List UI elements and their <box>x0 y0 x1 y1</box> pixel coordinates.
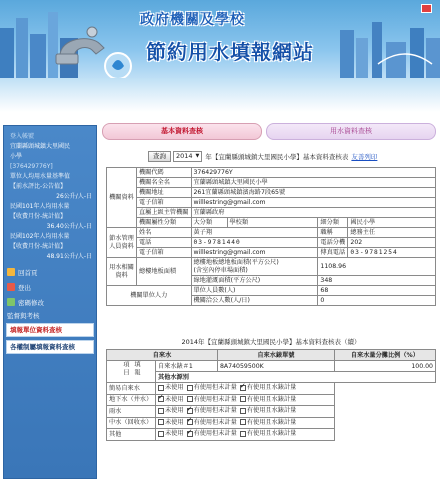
account-info-line: 小學 <box>10 153 23 160</box>
meter-ratio: 100.00 <box>334 361 435 372</box>
site-banner <box>0 0 440 112</box>
query-button[interactable]: 查詢 <box>148 151 171 162</box>
meter-name: 自來水錶＃1 <box>156 361 218 372</box>
area-label: 總樓地板面積 <box>137 258 192 286</box>
visitor-label: 機關洽公人數(人/日) <box>191 296 318 306</box>
table-row <box>107 429 436 441</box>
table-row <box>107 417 436 429</box>
option-checkbox[interactable] <box>158 418 184 427</box>
option-checkbox[interactable] <box>240 395 297 404</box>
tab-water-data[interactable]: 用水資料查核 <box>266 123 436 140</box>
phone-value: 03-9781440 <box>191 238 318 248</box>
table-row <box>107 238 436 248</box>
fax-label: 傳真電話 <box>318 248 348 258</box>
source-name: 其他 <box>107 429 156 441</box>
option-checkbox[interactable] <box>187 429 237 438</box>
manager-email-label: 電子信箱 <box>137 248 192 258</box>
checkbox-empty-icon <box>158 408 164 414</box>
banner-title: 節約用水填報網站 <box>146 40 314 64</box>
option-label: 未使用 <box>165 395 184 403</box>
title-value: 總務主任 <box>348 228 436 238</box>
account-info <box>4 126 96 264</box>
supervisor-label: 直屬上級主管機關 <box>137 208 192 218</box>
option-checkbox[interactable] <box>187 395 237 404</box>
source-options <box>156 383 335 395</box>
side-label <box>107 361 156 383</box>
usage-group-label: 用水相關資料 <box>107 258 137 286</box>
option-checkbox[interactable] <box>158 406 184 415</box>
category-major-label: 大分類 <box>191 218 227 228</box>
sidebar-item-label: 登出 <box>18 283 31 292</box>
option-checkbox[interactable] <box>240 406 297 415</box>
name-label: 姓名 <box>137 228 192 238</box>
option-checkbox[interactable] <box>187 406 237 415</box>
staff-label: 單位人員數(人) <box>191 286 318 296</box>
report-title: 年【宜蘭縣頭城鎮大里國民小學】基本資料查核表 <box>205 152 349 161</box>
table-row <box>107 361 436 372</box>
table-row <box>107 208 436 218</box>
account-info-line: 宜蘭縣頭城鎮大里國民 <box>10 143 71 150</box>
account-info-line: 登入帳號 <box>10 133 35 140</box>
checkbox-empty-icon <box>240 396 246 402</box>
phone-label: 電話 <box>137 238 192 248</box>
side-label-text: 填報項目 <box>122 361 140 378</box>
account-info-line: 【前水評比-公告值】 <box>10 183 67 190</box>
account-info-line: 36.40公升/人-日 <box>46 223 92 230</box>
table-row <box>107 258 436 276</box>
option-checkbox[interactable] <box>240 383 297 392</box>
print-link[interactable]: 友善列印 <box>351 152 378 161</box>
banner-wave <box>0 78 440 112</box>
supervisor-value: 宜蘭縣政府 <box>191 208 436 218</box>
checkbox-empty-icon <box>240 408 246 414</box>
option-checkbox[interactable] <box>187 383 237 392</box>
option-label: 有使用且水錶計量 <box>246 395 297 403</box>
category-minor-label: 細分類 <box>318 218 348 228</box>
checkbox-checked-icon <box>187 431 193 437</box>
people-group-label: 機關單位人力 <box>107 286 192 306</box>
year-select-value: 2014 <box>176 151 193 160</box>
checkbox-empty-icon <box>187 385 193 391</box>
table-row <box>107 178 436 188</box>
table-row <box>107 228 436 238</box>
table-row <box>107 168 436 178</box>
agency-code-label: 機關代碼 <box>137 168 192 178</box>
account-info-line: [376429776Y] <box>10 163 53 170</box>
category-label: 機關屬性分類 <box>137 218 192 228</box>
option-label: 有使用且水錶計量 <box>246 407 297 414</box>
option-label: 有使用但未計量 <box>193 407 237 414</box>
table-row <box>107 218 436 228</box>
table-row <box>107 372 436 383</box>
checkbox-checked-icon <box>187 408 193 414</box>
manager-group-label: 節水管理人員資料 <box>107 228 137 258</box>
table-header-row <box>107 350 436 361</box>
source-name: 地下水（井水） <box>107 394 156 406</box>
email-value: willlestring@gmail.com <box>191 198 436 208</box>
sidebar-item-agency-check[interactable]: 各權制屬填報資料查核 <box>6 340 94 354</box>
sidebar <box>3 125 97 479</box>
checkbox-empty-icon <box>240 431 246 437</box>
sidebar-item-label: 回首頁 <box>18 268 38 277</box>
address-value: 261宜蘭縣頭城鎮濱海路7段65號 <box>191 188 436 198</box>
sidebar-item-logout[interactable] <box>4 281 96 293</box>
water-source-table <box>106 349 436 441</box>
option-label: 未使用 <box>165 407 184 414</box>
source-options <box>156 417 335 429</box>
checkbox-checked-icon <box>240 385 246 391</box>
option-label: 有使用但未計量 <box>193 430 237 437</box>
option-label: 有使用且水錶計量 <box>246 430 297 437</box>
checkbox-checked-icon <box>158 396 164 402</box>
continued-caption: 2014年【宜蘭縣頭城鎮大里國民小學】基本資料查核表（續） <box>181 338 361 346</box>
checkbox-empty-icon <box>240 419 246 425</box>
staff-value: 68 <box>318 286 436 296</box>
account-info-line: 【收費月份-統計值】 <box>10 213 67 220</box>
option-checkbox[interactable] <box>240 418 297 427</box>
source-rows <box>107 383 436 441</box>
account-info-line: 【收費月份-統計值】 <box>10 243 67 250</box>
header-tap-water: 自來水 <box>107 350 218 361</box>
source-options <box>156 394 335 406</box>
category-minor-value: 國民小學 <box>348 218 436 228</box>
agency-group-label: 機關資料 <box>107 168 137 228</box>
corner-flag-icon <box>421 4 432 13</box>
tab-basic-data[interactable]: 基本資料查核 <box>102 123 262 140</box>
checkbox-empty-icon <box>158 431 164 437</box>
logout-icon <box>7 283 15 291</box>
checkbox-empty-icon <box>158 419 164 425</box>
checkbox-empty-icon <box>187 396 193 402</box>
source-name: 雨水 <box>107 406 156 418</box>
checkbox-empty-icon <box>158 385 164 391</box>
sidebar-item-home[interactable] <box>4 266 96 278</box>
source-options <box>156 406 335 418</box>
address-label: 機關地址 <box>137 188 192 198</box>
header-ratio: 自來水量分攤比例（%） <box>334 350 435 361</box>
header-meter-no: 自來水錶單號 <box>218 350 335 361</box>
ext-value: 202 <box>348 238 436 248</box>
sidebar-item-change-password[interactable] <box>4 296 96 308</box>
option-checkbox[interactable] <box>158 383 184 392</box>
option-label: 有使用但未計量 <box>193 395 237 403</box>
account-info-line: 26公升/人-日 <box>56 193 92 200</box>
source-name: 簡易自來水 <box>107 383 156 395</box>
option-label: 有使用但未計量 <box>193 384 237 391</box>
option-label: 未使用 <box>165 418 184 426</box>
account-info-line: 單位人均用水量基準值 <box>10 173 71 180</box>
source-name: 中水（回收水） <box>107 417 156 429</box>
manager-email-value: willlestring@gmail.com <box>191 248 318 258</box>
green-area-value: 348 <box>318 276 436 286</box>
fax-value: 03-9781254 <box>348 248 436 258</box>
agency-name-value: 宜蘭縣頭城鎮大里國民小學 <box>191 178 436 188</box>
table-row <box>107 394 436 406</box>
green-area-label: 綠地灌溉面積(平方公尺) <box>191 276 318 286</box>
option-label: 有使用且水錶計量 <box>246 384 297 391</box>
option-label: 未使用 <box>165 430 184 437</box>
basic-info-table <box>106 167 436 306</box>
table-row <box>107 406 436 418</box>
query-bar <box>148 150 377 162</box>
home-icon <box>7 268 15 276</box>
agency-code-value: 376429776Y <box>191 168 436 178</box>
option-checkbox[interactable] <box>158 429 184 438</box>
ext-label: 電話分機 <box>318 238 348 248</box>
chevron-down-icon: ▼ <box>195 152 200 159</box>
table-row <box>107 286 436 296</box>
option-checkbox[interactable] <box>158 395 184 404</box>
category-major-value: 學校類 <box>227 218 318 228</box>
meter-no: 8A74059500K <box>218 361 335 372</box>
checkbox-checked-icon <box>187 419 193 425</box>
visitor-value: 0 <box>318 296 436 306</box>
sidebar-menu <box>4 266 96 357</box>
option-label: 有使用且水錶計量 <box>246 418 297 426</box>
agency-name-label: 機關名全名 <box>137 178 192 188</box>
table-row <box>107 383 436 395</box>
table-row <box>107 248 436 258</box>
name-value: 黃子翔 <box>191 228 318 238</box>
sidebar-section-label: 監督與考核 <box>7 312 40 320</box>
year-select[interactable] <box>173 151 202 162</box>
table-row <box>107 188 436 198</box>
account-info-line: 民國102年人均用水量 <box>10 233 70 240</box>
email-label: 電子信箱 <box>137 198 192 208</box>
source-options <box>156 429 335 441</box>
sidebar-item-label: 密碼修改 <box>18 298 44 307</box>
other-source-header: 其他水源別 <box>156 372 436 383</box>
area-detail-label: 總樓地板總地板面積(平方公尺) (含室內停車場面積) <box>191 258 318 276</box>
account-info-line: 民國101年人均用水量 <box>10 203 70 210</box>
option-checkbox[interactable] <box>240 429 297 438</box>
option-checkbox[interactable] <box>187 418 237 427</box>
title-label: 職稱 <box>318 228 348 238</box>
sidebar-item-fill-check[interactable]: 填報單位資料查核 <box>6 323 94 337</box>
area-value: 1108.96 <box>318 258 436 276</box>
account-info-line: 48.91公升/人-日 <box>46 253 92 260</box>
option-label: 有使用但未計量 <box>193 418 237 426</box>
banner-subtitle: 政府機關及學校 <box>140 12 245 28</box>
key-icon <box>7 298 15 306</box>
option-label: 未使用 <box>165 384 184 391</box>
table-row <box>107 198 436 208</box>
